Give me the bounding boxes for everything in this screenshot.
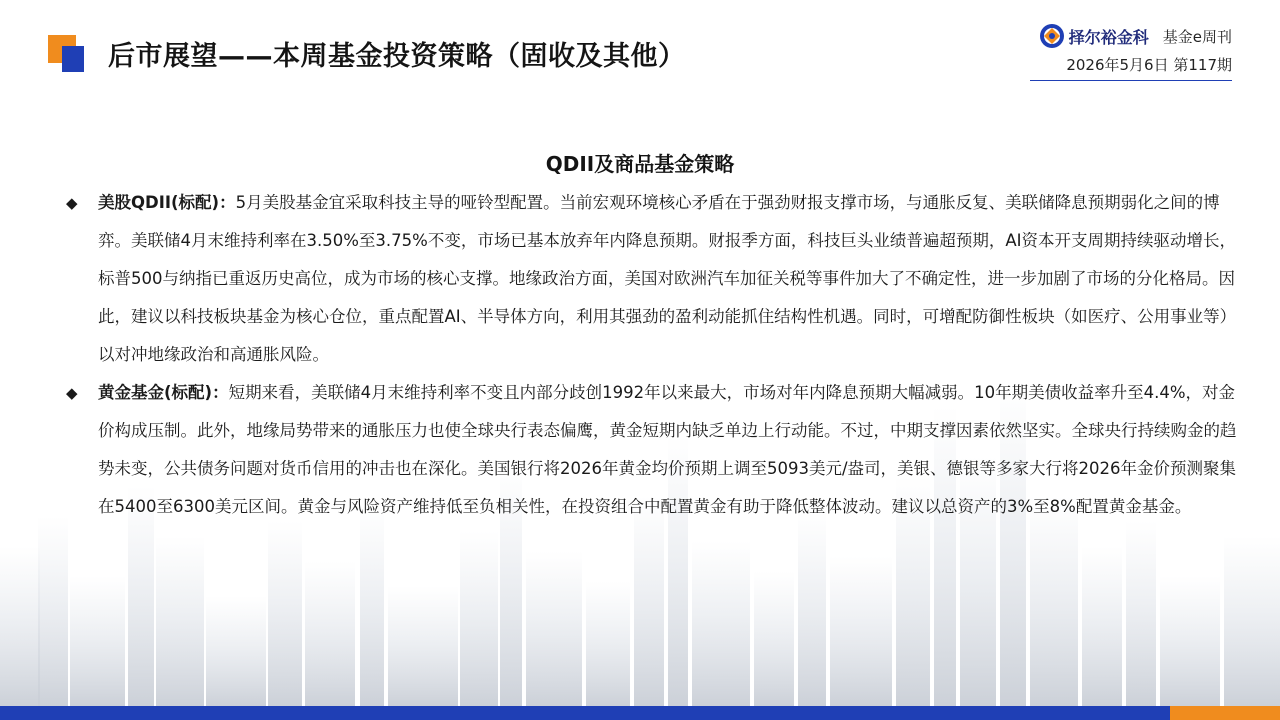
issue-info: 2026年5月6日 第117期 [1066,56,1232,74]
list-item-us-equity-qdii [66,184,1246,374]
title-accent-blue-block [62,46,84,72]
section-title: QDII及商品基金策略 [545,152,735,176]
brand-logo-icon [1039,23,1065,49]
footer-bar-orange [1170,706,1280,720]
series-name: 基金e周刊 [1162,27,1232,46]
list-item-gold-fund [66,374,1246,526]
diamond-bullet-icon: ◆ [66,384,78,402]
bullet-text: 5月美股基金宜采取科技主导的哑铃型配置。当前宏观环境核心矛盾在于强劲财报支撑市场，与通胀反复、美联储降息预期弱化之间的博弈。美联储4月末维持利率在3.50%至3.75%不变，市场已基本放弃年内降息预期。财报季方面，科技巨头业绩普遍超预期，AI资本开支周期持续驱动增长，标普500与纳指已重返历史高位，成为市场的核心支撑。地缘政治方面，美国对欧洲汽车加征关税等事件加大了不确定性，进一步加剧了市场的分化格局。因此，建议以科技板块基金为核心仓位，重点配置AI、半导体方向，利用其强劲的盈利动能抓住结构性机遇。同时，可增配防御性板块（如医疗、公用事业等）以对冲地缘政治和高通胀风险。 [98,193,1237,364]
diamond-bullet-icon: ◆ [66,194,78,212]
footer-bar-blue [0,706,1170,720]
page-title: 后市展望——本周基金投资策略（固收及其他） [108,41,686,72]
strategy-list [66,184,1246,526]
brand-block [1039,22,1232,75]
header-divider [1030,80,1232,81]
brand-name: 择尔裕金科 [1068,27,1149,47]
bullet-label: 黄金基金(标配)： [98,383,229,402]
bullet-label: 美股QDII(标配)： [98,193,236,212]
bullet-text: 短期来看，美联储4月末维持利率不变且内部分歧创1992年以来最大，市场对年内降息预期大幅减弱。10年期美债收益率升至4.4%，对金价构成压制。此外，地缘局势带来的通胀压力也使全球央行表态偏鹰，黄金短期内缺乏单边上行动能。不过，中期支撑因素依然坚实。全球央行持续购金的趋势未变，公共债务问题对货币信用的冲击也在深化。美国银行将2026年黄金均价预期上调至5093美元/盎司，美银、德银等多家大行将2026年金价预测聚集在5400至6300美元区间。黄金与风险资产维持低至负相关性，在投资组合中配置黄金有助于降低整体波动。建议以总资产的3%至8%配置黄金基金。 [98,383,1237,516]
